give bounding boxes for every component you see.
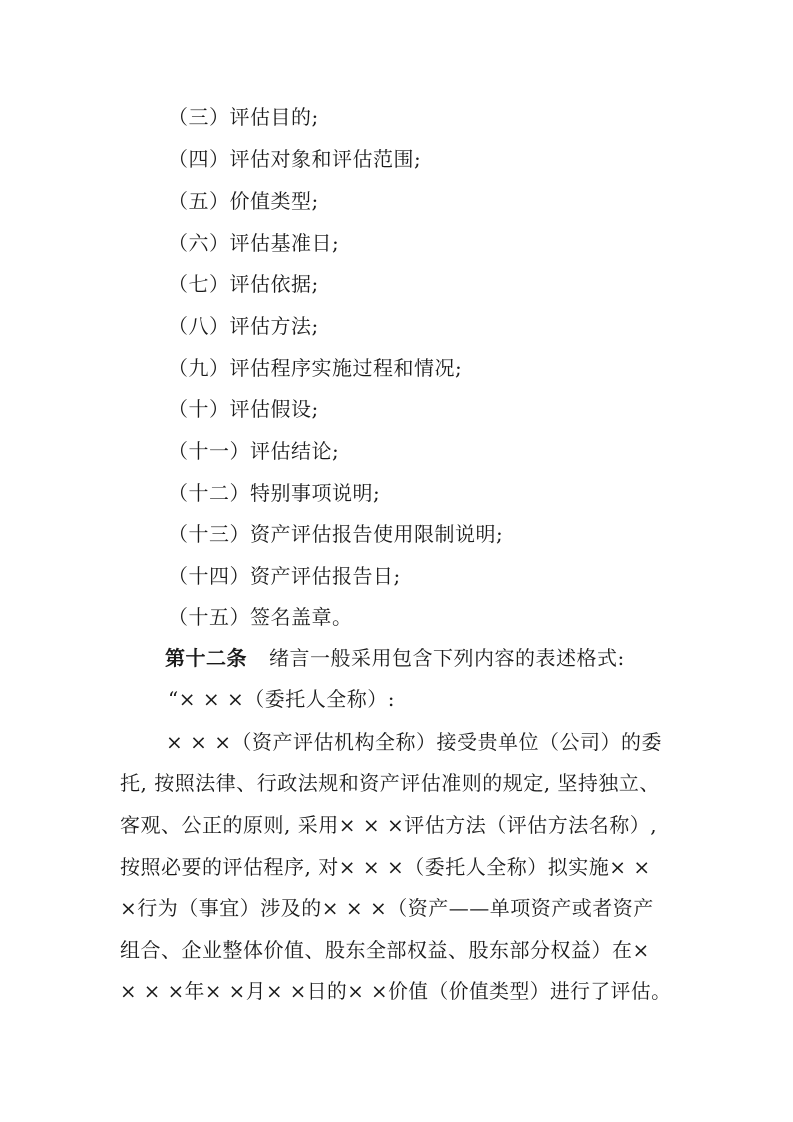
paragraph-line: 组合、企业整体价值、股东全部权益、股东部分权益）在× xyxy=(120,938,650,962)
list-item-conclusion: （十一）评估结论; xyxy=(168,439,340,463)
paragraph-line: 按照必要的评估程序, 对× × ×（委托人全称）拟实施× × xyxy=(120,855,651,879)
salutation-line: “× × ×（委托人全称）: xyxy=(168,687,395,711)
list-item-special-matters: （十二）特别事项说明; xyxy=(168,481,381,505)
list-item-procedure: （九）评估程序实施过程和情况; xyxy=(168,356,463,380)
paragraph-line: × × ×（资产评估机构全称）接受贵单位（公司）的委 xyxy=(166,730,662,754)
list-item-value-type: （五）价值类型; xyxy=(168,189,319,213)
paragraph-line: 客观、公正的原则, 采用× × ×评估方法（评估方法名称）, xyxy=(120,813,658,837)
list-item-evaluation-object-scope: （四）评估对象和评估范围; xyxy=(168,147,422,171)
list-item-report-date: （十四）资产评估报告日; xyxy=(168,564,401,588)
list-item-assumptions: （十）评估假设; xyxy=(168,397,319,421)
article-number: 第十二条 xyxy=(165,646,247,670)
list-item-evaluation-method: （八）评估方法; xyxy=(168,314,319,338)
list-item-evaluation-basis: （七）评估依据; xyxy=(168,272,319,296)
article-text: 绪言一般采用包含下列内容的表述格式: xyxy=(269,646,625,670)
paragraph-line: ×行为（事宜）涉及的× × ×（资产——单项资产或者资产 xyxy=(120,896,654,920)
paragraph-line: 托, 按照法律、行政法规和资产评估准则的规定, 坚持独立、 xyxy=(120,771,660,795)
list-item-signature-seal: （十五）签名盖章。 xyxy=(168,605,353,629)
list-item-evaluation-purpose: （三）评估目的; xyxy=(168,105,319,129)
article-heading xyxy=(165,646,625,670)
list-item-usage-limits: （十三）资产评估报告使用限制说明; xyxy=(168,522,504,546)
paragraph-line: × × ×年× ×月× ×日的× ×价值（价值类型）进行了评估。 xyxy=(120,979,672,1003)
list-item-base-date: （六）评估基准日; xyxy=(168,231,340,255)
